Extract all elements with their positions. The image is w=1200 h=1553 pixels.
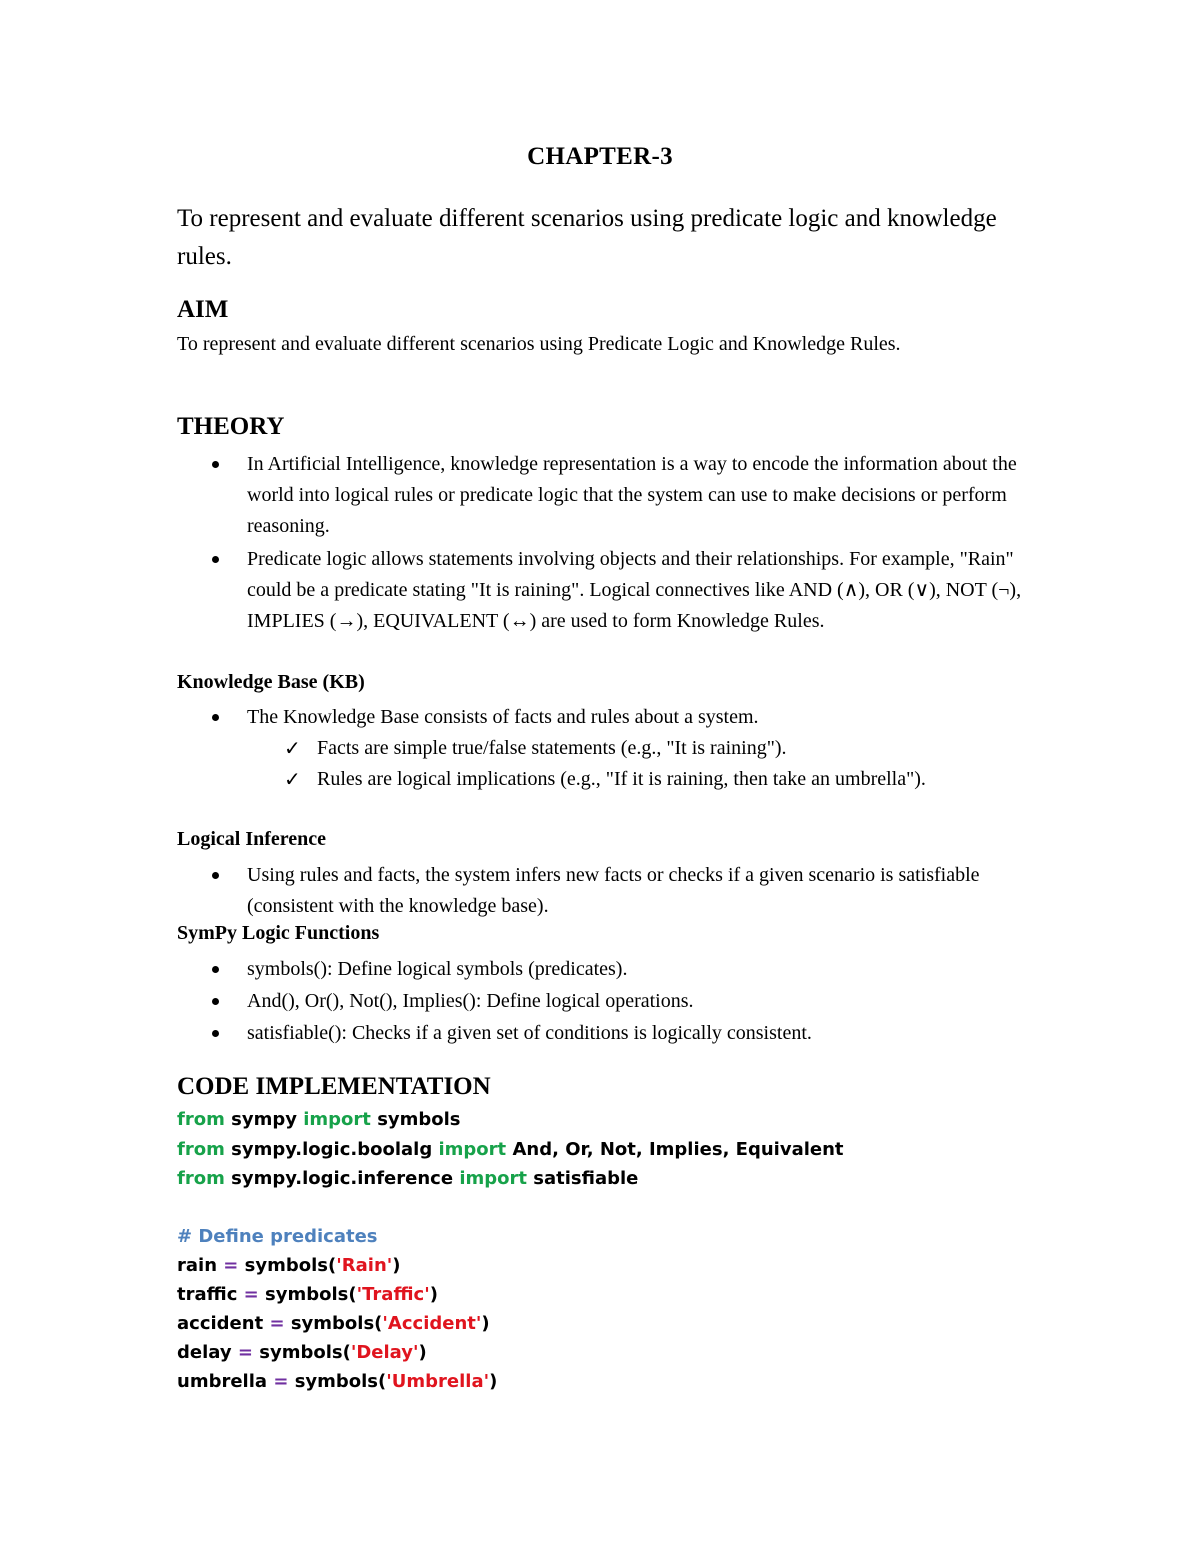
kb-bullet: The Knowledge Base consists of facts and rules about a system. bbox=[247, 706, 759, 728]
string-literal: Delay bbox=[356, 1342, 413, 1363]
quote: ' bbox=[336, 1255, 342, 1276]
keyword-import: import bbox=[459, 1168, 527, 1189]
keyword-from: from bbox=[177, 1168, 225, 1189]
bullet-dot-icon bbox=[212, 872, 219, 879]
close-paren: ) bbox=[489, 1371, 498, 1392]
call-fn: symbols( bbox=[294, 1371, 387, 1392]
quote: ' bbox=[356, 1284, 363, 1305]
import-line-2 bbox=[177, 1139, 844, 1160]
string-literal: Umbrella bbox=[391, 1371, 484, 1392]
string-literal: Traffic bbox=[362, 1284, 425, 1305]
close-paren: ) bbox=[429, 1284, 438, 1305]
import-module: sympy bbox=[231, 1109, 297, 1130]
assign-operator: = bbox=[237, 1342, 253, 1363]
theory-bullet-2: Predicate logic allows statements involving objects and their relationships. For example, "Rain" could be a predicate stating "It is raining". Logical connectives like AND (∧), OR (∨), NOT (¬), IMPLIES (→), EQUIVALENT (↔) are used to form Knowledge Rules. bbox=[247, 548, 1022, 632]
sympy-bullet-1: symbols(): Define logical symbols (predicates). bbox=[247, 958, 628, 980]
bullet-dot-icon bbox=[212, 966, 219, 973]
quote: ' bbox=[424, 1284, 430, 1305]
bullet-dot-icon bbox=[212, 1030, 219, 1037]
code-comment: # Define predicates bbox=[177, 1226, 378, 1247]
predicate-line-1 bbox=[177, 1255, 401, 1276]
var-name: umbrella bbox=[177, 1371, 268, 1392]
call-fn: symbols( bbox=[290, 1313, 383, 1334]
theory-bullet-1: In Artificial Intelligence, knowledge representation is a way to encode the information about the world into logical rules or predicate logic that the system can use to make decisions or perform reasoning. bbox=[247, 453, 1017, 537]
assign-operator: = bbox=[273, 1371, 289, 1392]
bullet-dot-icon bbox=[212, 998, 219, 1005]
import-names: And, Or, Not, Implies, Equivalent bbox=[512, 1139, 844, 1160]
close-paren: ) bbox=[392, 1255, 401, 1276]
checkmark-icon: ✓ bbox=[284, 767, 301, 791]
sympy-bullet-2: And(), Or(), Not(), Implies(): Define logical operations. bbox=[247, 990, 694, 1012]
kb-check-1: Facts are simple true/false statements (e.g., "It is raining"). bbox=[317, 737, 787, 759]
predicate-line-3 bbox=[177, 1313, 490, 1334]
kb-check-2: Rules are logical implications (e.g., "If it is raining, then take an umbrella"). bbox=[317, 768, 926, 790]
quote: ' bbox=[350, 1342, 357, 1363]
assign-operator: = bbox=[223, 1255, 239, 1276]
kb-heading: Knowledge Base (KB) bbox=[177, 671, 365, 693]
theory-heading: THEORY bbox=[177, 413, 285, 440]
import-names: symbols bbox=[377, 1109, 461, 1130]
predicate-line-5 bbox=[177, 1371, 497, 1392]
keyword-import: import bbox=[438, 1139, 507, 1160]
string-literal: Accident bbox=[387, 1313, 476, 1334]
call-fn: symbols( bbox=[244, 1255, 337, 1276]
bullet-dot-icon bbox=[212, 714, 219, 721]
chapter-title: CHAPTER-3 bbox=[527, 143, 673, 170]
bullet-dot-icon bbox=[212, 461, 219, 468]
close-paren: ) bbox=[481, 1313, 490, 1334]
var-name: traffic bbox=[177, 1284, 238, 1305]
import-line-1 bbox=[177, 1109, 461, 1130]
close-paren: ) bbox=[418, 1342, 427, 1363]
import-module: sympy.logic.inference bbox=[231, 1168, 454, 1189]
quote: ' bbox=[483, 1371, 490, 1392]
import-line-3 bbox=[177, 1168, 638, 1189]
var-name: accident bbox=[177, 1313, 264, 1334]
assign-operator: = bbox=[269, 1313, 285, 1334]
aim-heading: AIM bbox=[177, 296, 229, 323]
keyword-from: from bbox=[177, 1109, 225, 1130]
quote: ' bbox=[386, 1255, 393, 1276]
call-fn: symbols( bbox=[265, 1284, 357, 1305]
keyword-import: import bbox=[303, 1109, 371, 1130]
predicate-line-4 bbox=[177, 1342, 427, 1363]
quote: ' bbox=[413, 1342, 419, 1363]
quote: ' bbox=[382, 1313, 388, 1334]
predicate-line-2 bbox=[177, 1284, 438, 1305]
inference-bullet: Using rules and facts, the system infers new facts or checks if a given scenario is satisfiable (consistent with the knowledge base). bbox=[247, 864, 980, 917]
assign-operator: = bbox=[243, 1284, 259, 1305]
checkmark-icon: ✓ bbox=[284, 736, 301, 760]
chapter-subtitle: To represent and evaluate different scenarios using predicate logic and knowledge rules. bbox=[177, 205, 997, 270]
inference-heading: Logical Inference bbox=[177, 828, 327, 850]
quote: ' bbox=[386, 1371, 392, 1392]
aim-text: To represent and evaluate different scenarios using Predicate Logic and Knowledge Rules. bbox=[177, 333, 901, 355]
var-name: rain bbox=[177, 1255, 218, 1276]
import-module: sympy.logic.boolalg bbox=[231, 1139, 433, 1160]
import-names: satisfiable bbox=[533, 1168, 639, 1189]
sympy-heading: SymPy Logic Functions bbox=[177, 922, 380, 944]
quote: ' bbox=[475, 1313, 482, 1334]
call-fn: symbols( bbox=[259, 1342, 351, 1363]
code-heading: CODE IMPLEMENTATION bbox=[177, 1073, 491, 1100]
var-name: delay bbox=[177, 1342, 232, 1363]
string-literal: Rain bbox=[341, 1255, 387, 1276]
sympy-bullet-3: satisfiable(): Checks if a given set of conditions is logically consistent. bbox=[247, 1022, 812, 1044]
keyword-from: from bbox=[177, 1139, 225, 1160]
bullet-dot-icon bbox=[212, 556, 219, 563]
